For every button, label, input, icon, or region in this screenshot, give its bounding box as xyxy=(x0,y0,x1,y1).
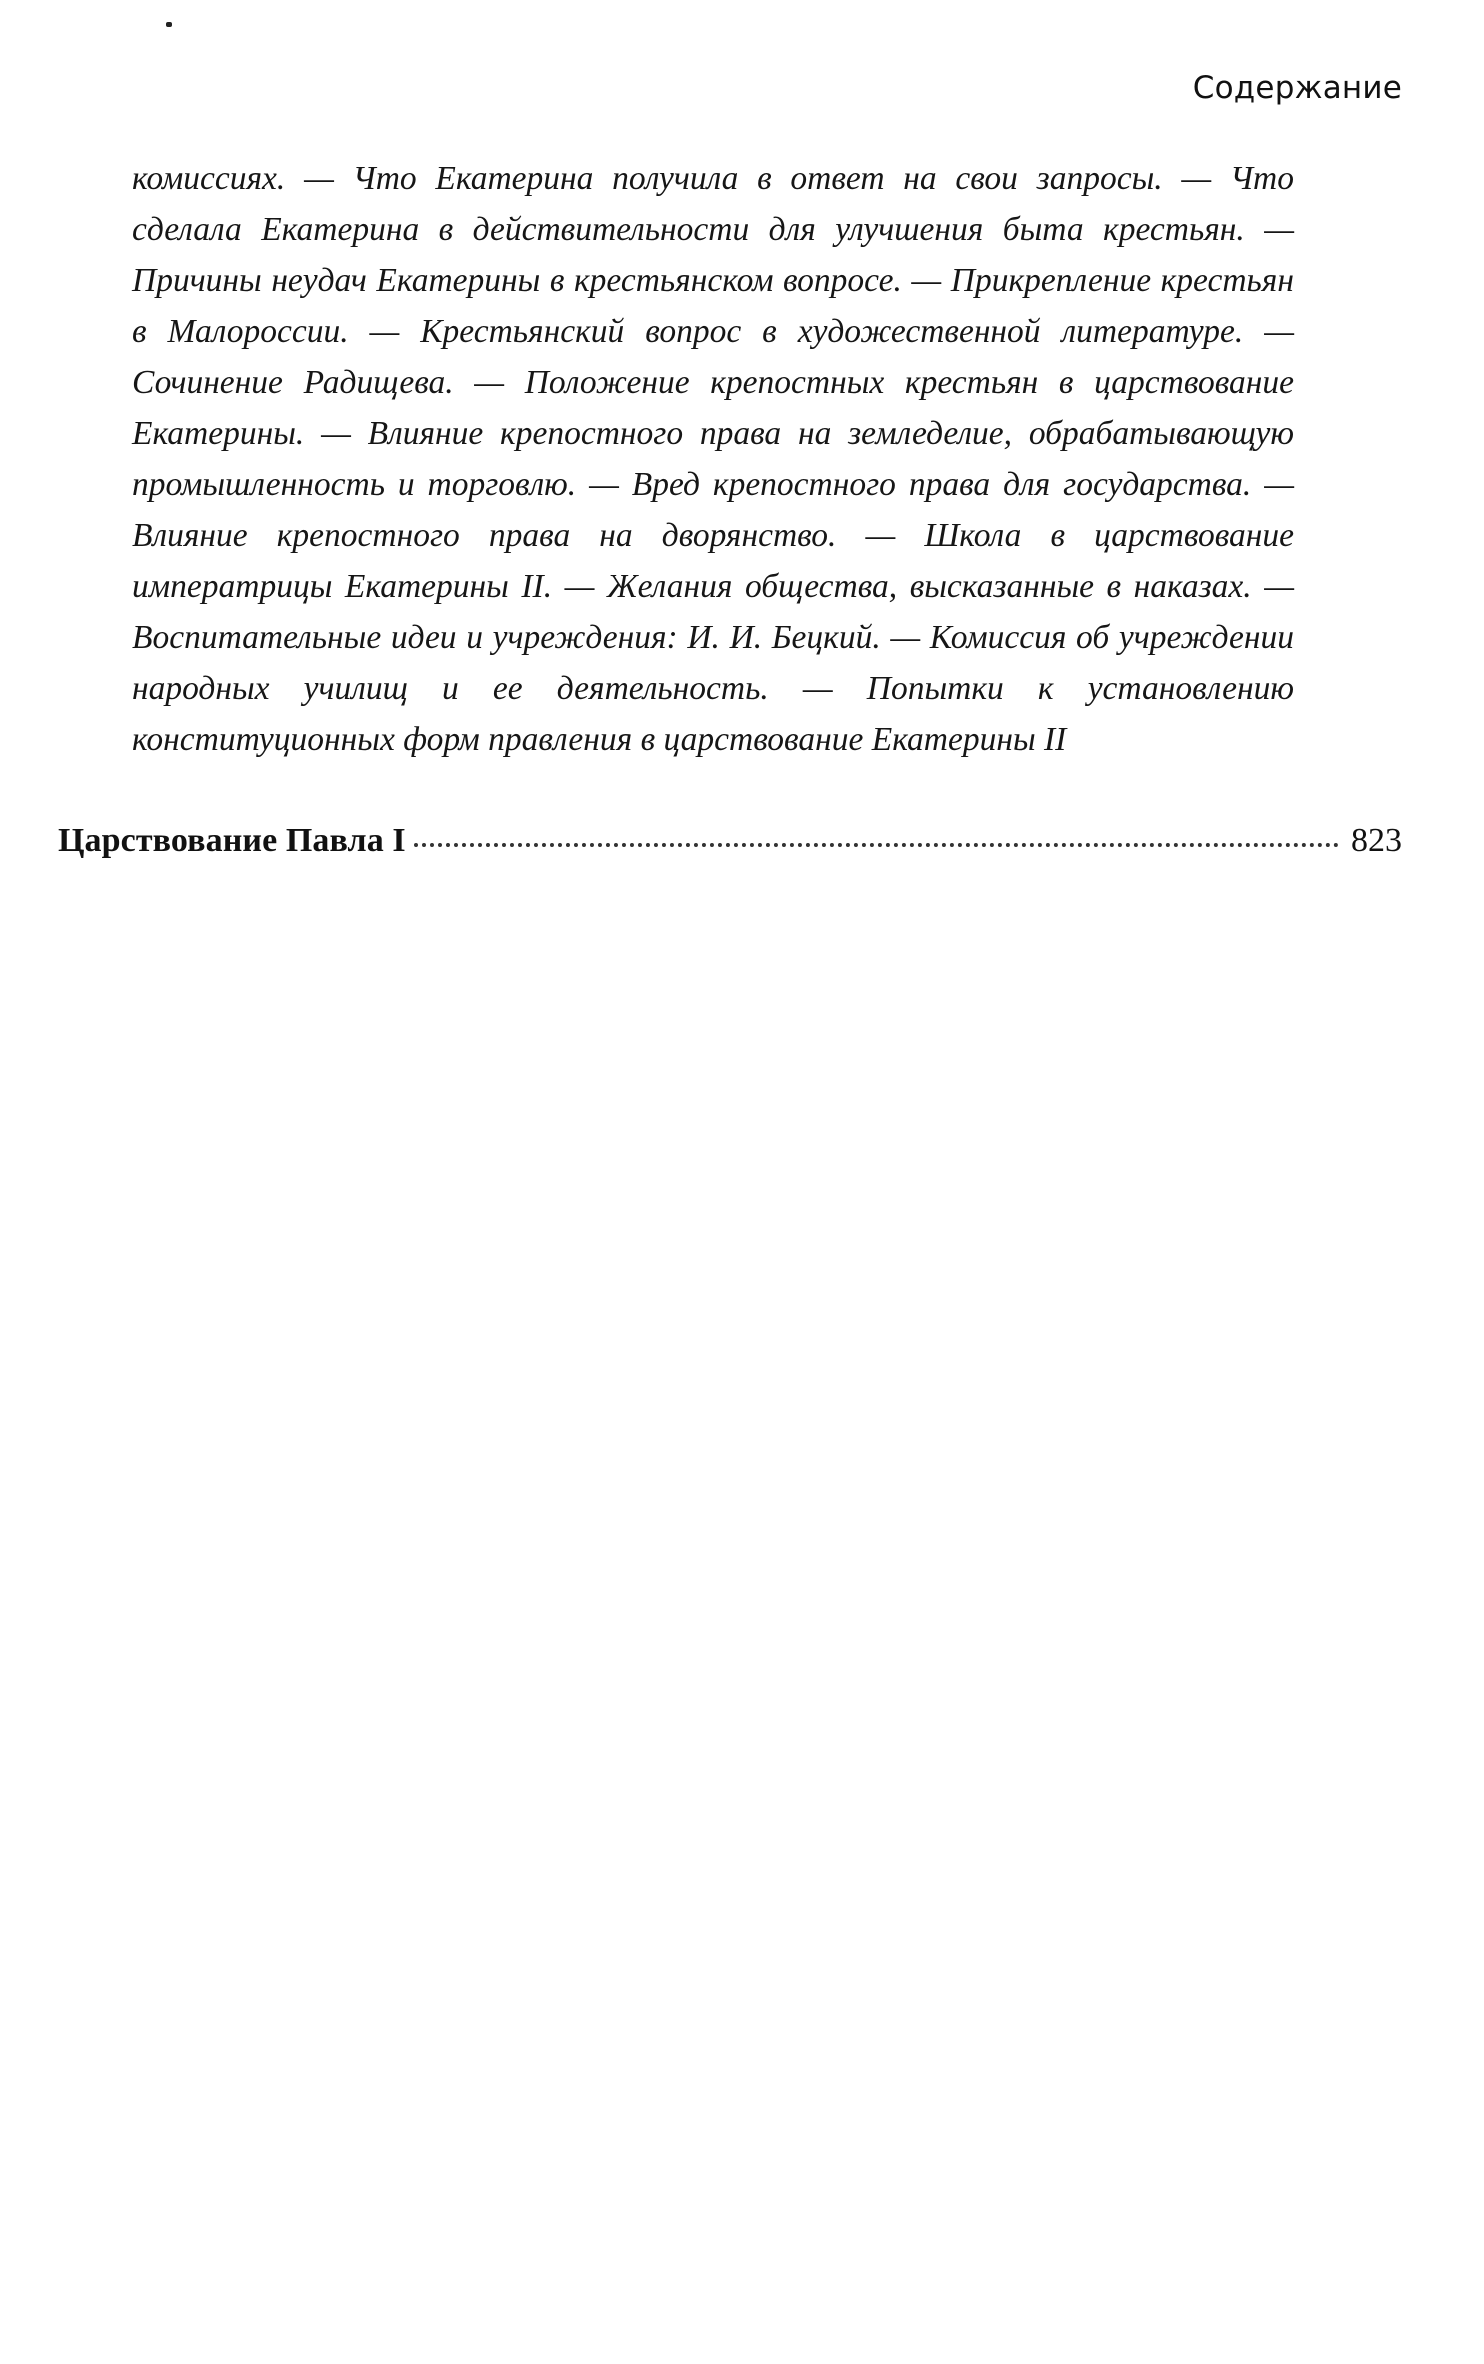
toc-continuation-text: комиссиях. — Что Екатерина получила в ответ на свои запросы. — Что сделала Екатерина в действительности для улучшения быта крестьян. — Причины неудач Екатерины в крестьянском вопросе. — Прикрепление крестьян в Малороссии. — Крестьянский вопрос в художественной литературе. — Сочинение Радищева. — Положение крепостных крестьян в царствование Екатерины. — Влияние крепостного права на земледелие, обрабатывающую промышленность и торговлю. — Вред крепостного права для государства. — Влияние крепостного права на дворянство. — Школа в царствование императрицы Екатерины II. — Желания общества, высказанные в наказах. — Воспитательные идеи и учреждения: И. И. Бецкий. — Комиссия об учреждении народных училищ и ее деятельность. — Попытки к установлению конституционных форм правления в царствование Екатерины II xyxy=(132,160,1294,758)
toc-continuation-block xyxy=(132,153,1294,765)
toc-entry[interactable] xyxy=(58,822,1402,860)
running-header: Содержание xyxy=(1192,70,1402,106)
scan-speck xyxy=(166,22,172,27)
toc-entry-page-number: 823 xyxy=(1351,822,1402,859)
toc-dot-leader xyxy=(414,843,1339,847)
toc-entry-title: Царствование Павла I xyxy=(58,822,406,859)
